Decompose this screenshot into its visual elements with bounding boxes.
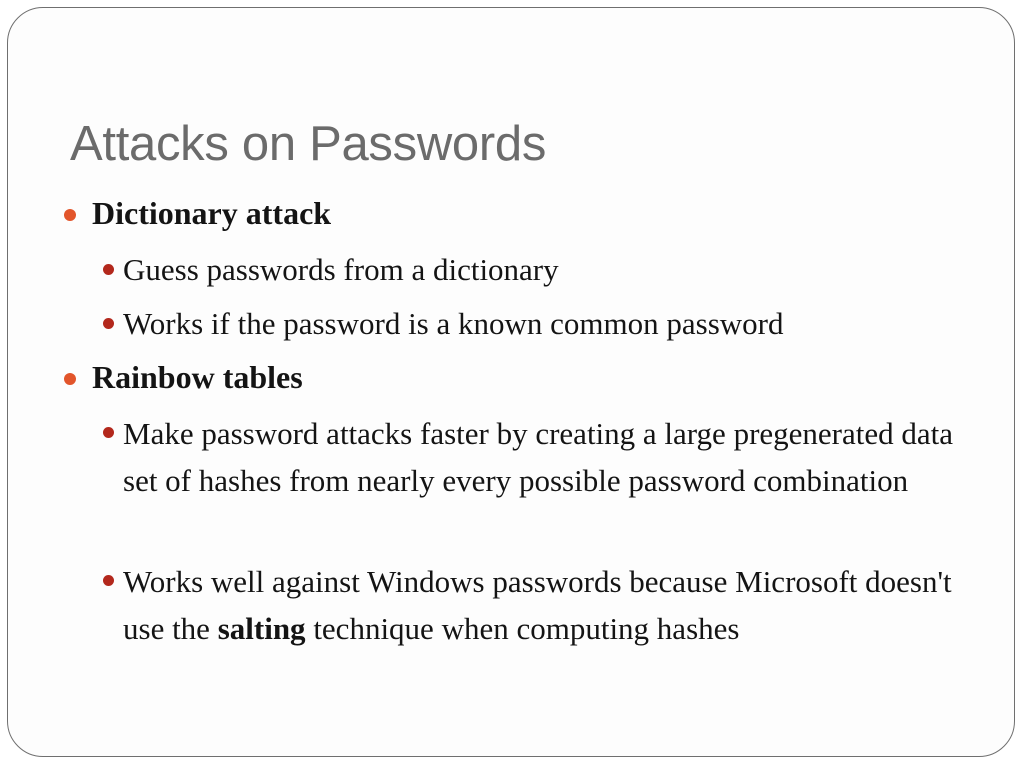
sub-bullet-guess-passwords: Guess passwords from a dictionary [123, 252, 559, 287]
bullet-dictionary-attack: Dictionary attack [92, 195, 332, 231]
sub-bullet-icon [103, 318, 114, 329]
sub-bullet-known-common: Works if the password is a known common password [123, 306, 784, 341]
bullet-icon [64, 373, 76, 385]
sub-bullet-windows-salting [123, 558, 963, 652]
slide-title: Attacks on Passwords [70, 117, 547, 171]
salting-text-before: Works well against Windows passwords because Microsoft doesn't use the [123, 564, 952, 646]
salting-text-after: technique when computing hashes [305, 611, 740, 646]
sub-bullet-icon [103, 264, 114, 275]
sub-bullet-icon [103, 575, 114, 586]
bullet-rainbow-tables: Rainbow tables [92, 359, 303, 395]
bullet-icon [64, 209, 76, 221]
salting-keyword: salting [217, 611, 306, 646]
sub-bullet-make-faster: Make password attacks faster by creating a large pregenerated data set of hashes from nearly every possible password combination [123, 416, 954, 498]
sub-bullet-icon [103, 427, 114, 438]
